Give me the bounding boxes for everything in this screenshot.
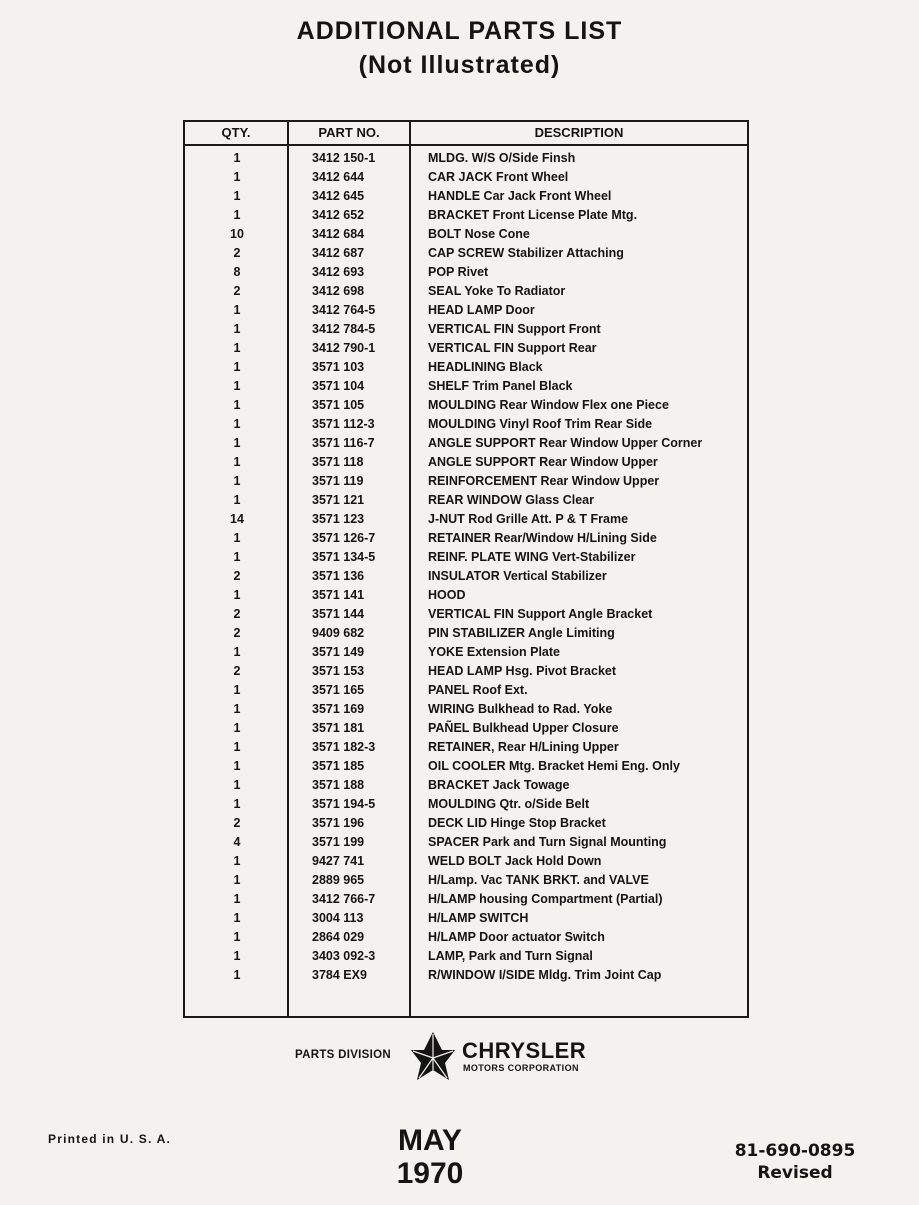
part-number-cell: 3412 764-5 (312, 303, 376, 317)
document-code (700, 1140, 890, 1184)
table-row (185, 453, 747, 472)
qty-cell: 1 (233, 911, 241, 925)
table-row (185, 567, 747, 586)
part-number-cell: 3571 165 (312, 683, 365, 697)
part-number-cell: 3571 196 (312, 816, 365, 830)
table-row (185, 244, 747, 263)
description-cell: J-NUT Rod Grille Att. P & T Frame (428, 512, 629, 526)
part-number-cell: 3571 118 (312, 455, 364, 469)
qty-cell: 2 (233, 284, 241, 298)
table-row (185, 434, 747, 453)
description-cell: HOOD (428, 588, 466, 602)
table-row (185, 852, 747, 871)
qty-cell: 1 (233, 360, 241, 374)
qty-cell: 10 (230, 227, 244, 241)
part-number-cell: 3412 652 (312, 208, 365, 222)
part-number-cell: 3412 684 (312, 227, 365, 241)
description-cell: WIRING Bulkhead to Rad. Yoke (428, 702, 613, 716)
description-cell: DECK LID Hinge Stop Bracket (428, 816, 606, 830)
part-number-cell: 3571 136 (312, 569, 365, 583)
part-number-cell: 3571 121 (312, 493, 365, 507)
description-cell: H/Lamp. Vac TANK BRKT. and VALVE (428, 873, 649, 887)
table-row (185, 396, 747, 415)
qty-cell: 4 (233, 835, 241, 849)
qty-cell: 2 (233, 569, 241, 583)
description-cell: OIL COOLER Mtg. Bracket Hemi Eng. Only (428, 759, 680, 773)
part-number-cell: 3571 182-3 (312, 740, 376, 754)
table-row (185, 909, 747, 928)
part-number-cell: 3004 113 (312, 911, 364, 925)
brand-subtitle: MOTORS CORPORATION (463, 1063, 579, 1073)
qty-cell: 2 (233, 246, 241, 260)
table-row (185, 738, 747, 757)
qty-cell: 2 (233, 626, 241, 640)
page-title (0, 14, 919, 82)
table-row (185, 415, 747, 434)
table-body (185, 149, 747, 985)
table-row (185, 263, 747, 282)
part-number-cell: 3571 103 (312, 360, 365, 374)
qty-cell: 1 (233, 436, 241, 450)
table-row (185, 947, 747, 966)
part-number-cell: 3571 181 (312, 721, 365, 735)
description-cell: R/WINDOW I/SIDE Mldg. Trim Joint Cap (428, 968, 662, 982)
part-number-cell: 3571 141 (312, 588, 365, 602)
description-cell: CAR JACK Front Wheel (428, 170, 569, 184)
description-cell: BRACKET Jack Towage (428, 778, 570, 792)
table-row (185, 168, 747, 187)
printed-in-label: Printed in U. S. A. (48, 1132, 172, 1146)
description-cell: SEAL Yoke To Radiator (428, 284, 566, 298)
table-row (185, 605, 747, 624)
description-cell: SHELF Trim Panel Black (428, 379, 573, 393)
description-cell: MLDG. W/S O/Side Finsh (428, 151, 576, 165)
description-cell: WELD BOLT Jack Hold Down (428, 854, 602, 868)
header-description: DESCRIPTION (534, 125, 624, 140)
part-number-cell: 9427 741 (312, 854, 365, 868)
description-cell: H/LAMP Door actuator Switch (428, 930, 605, 944)
table-row (185, 757, 747, 776)
description-cell: HEADLINING Black (428, 360, 543, 374)
table-row (185, 776, 747, 795)
part-number-cell: 3412 693 (312, 265, 365, 279)
part-number-cell: 3571 112-3 (312, 417, 375, 431)
part-number-cell: 3571 144 (312, 607, 365, 621)
table-row (185, 377, 747, 396)
qty-cell: 1 (233, 455, 241, 469)
part-number-cell: 3412 698 (312, 284, 365, 298)
table-row (185, 966, 747, 985)
part-number-cell: 3571 134-5 (312, 550, 376, 564)
qty-cell: 1 (233, 930, 241, 944)
description-cell: MOULDING Qtr. o/Side Belt (428, 797, 590, 811)
part-number-cell: 3784 EX9 (312, 968, 367, 982)
qty-cell: 1 (233, 151, 241, 165)
qty-cell: 1 (233, 379, 241, 393)
description-cell: RETAINER, Rear H/Lining Upper (428, 740, 619, 754)
description-cell: REAR WINDOW Glass Clear (428, 493, 595, 507)
table-row (185, 871, 747, 890)
table-row (185, 643, 747, 662)
description-cell: PANEL Roof Ext. (428, 683, 528, 697)
qty-cell: 1 (233, 531, 241, 545)
table-row (185, 491, 747, 510)
parts-table (183, 120, 749, 1018)
chrysler-logo-block (295, 1030, 615, 1082)
part-number-cell: 3571 188 (312, 778, 365, 792)
part-number-cell: 3412 644 (312, 170, 365, 184)
qty-cell: 1 (233, 170, 241, 184)
qty-cell: 2 (233, 816, 241, 830)
description-cell: YOKE Extension Plate (428, 645, 560, 659)
table-row (185, 282, 747, 301)
qty-cell: 1 (233, 303, 241, 317)
part-number-cell: 3571 194-5 (312, 797, 376, 811)
description-cell: VERTICAL FIN Support Rear (428, 341, 597, 355)
table-row (185, 301, 747, 320)
description-cell: MOULDING Rear Window Flex one Piece (428, 398, 669, 412)
description-cell: REINFORCEMENT Rear Window Upper (428, 474, 660, 488)
date-month: MAY (398, 1124, 462, 1157)
table-row (185, 700, 747, 719)
qty-cell: 1 (233, 854, 241, 868)
part-number-cell: 3571 169 (312, 702, 365, 716)
description-cell: BRACKET Front License Plate Mtg. (428, 208, 638, 222)
description-cell: VERTICAL FIN Support Front (428, 322, 601, 336)
qty-cell: 1 (233, 778, 241, 792)
table-row (185, 681, 747, 700)
part-number-cell: 3412 687 (312, 246, 365, 260)
qty-cell: 14 (230, 512, 244, 526)
qty-cell: 1 (233, 797, 241, 811)
description-cell: LAMP, Park and Turn Signal (428, 949, 593, 963)
description-cell: MOULDING Vinyl Roof Trim Rear Side (428, 417, 653, 431)
part-number-cell: 3412 766-7 (312, 892, 376, 906)
description-cell: BOLT Nose Cone (428, 227, 530, 241)
table-row (185, 472, 747, 491)
part-number-cell: 3412 150-1 (312, 151, 376, 165)
table-row (185, 928, 747, 947)
title-line-1: ADDITIONAL PARTS LIST (296, 17, 623, 45)
document-number: 81-690-0895 (734, 1141, 856, 1161)
pentastar-icon (409, 1030, 457, 1082)
description-cell: SPACER Park and Turn Signal Mounting (428, 835, 667, 849)
part-number-cell: 3571 116-7 (312, 436, 375, 450)
table-row (185, 510, 747, 529)
description-cell: PAÑEL Bulkhead Upper Closure (428, 721, 619, 735)
part-number-cell: 2864 029 (312, 930, 365, 944)
description-cell: HEAD LAMP Door (428, 303, 535, 317)
part-number-cell: 3412 790-1 (312, 341, 376, 355)
qty-cell: 1 (233, 892, 241, 906)
table-row (185, 890, 747, 909)
description-cell: H/LAMP housing Compartment (Partial) (428, 892, 663, 906)
part-number-cell: 3571 119 (312, 474, 364, 488)
header-part-no: PART NO. (318, 125, 380, 140)
part-number-cell: 3571 153 (312, 664, 365, 678)
qty-cell: 1 (233, 949, 241, 963)
table-row (185, 529, 747, 548)
table-row (185, 225, 747, 244)
qty-cell: 1 (233, 493, 241, 507)
header-qty: QTY. (221, 125, 251, 140)
qty-cell: 1 (233, 873, 241, 887)
description-cell: INSULATOR Vertical Stabilizer (428, 569, 607, 583)
qty-cell: 1 (233, 759, 241, 773)
qty-cell: 1 (233, 702, 241, 716)
part-number-cell: 3571 185 (312, 759, 365, 773)
brand-name: CHRYSLER (462, 1038, 587, 1063)
table-row (185, 833, 747, 852)
description-cell: POP Rivet (428, 265, 489, 279)
description-cell: PIN STABILIZER Angle Limiting (428, 626, 615, 640)
table-row (185, 187, 747, 206)
title-line-2: (Not Illustrated) (358, 51, 561, 79)
revised-label: Revised (757, 1163, 833, 1183)
qty-cell: 1 (233, 968, 241, 982)
description-cell: REINF. PLATE WING Vert-Stabilizer (428, 550, 636, 564)
table-row (185, 624, 747, 643)
table-row (185, 586, 747, 605)
qty-cell: 1 (233, 474, 241, 488)
description-cell: H/LAMP SWITCH (428, 911, 529, 925)
part-number-cell: 3571 149 (312, 645, 365, 659)
table-row (185, 719, 747, 738)
description-cell: ANGLE SUPPORT Rear Window Upper Corner (428, 436, 703, 450)
qty-cell: 1 (233, 683, 241, 697)
table-row (185, 795, 747, 814)
part-number-cell: 9409 682 (312, 626, 365, 640)
table-row (185, 814, 747, 833)
part-number-cell: 3571 105 (312, 398, 365, 412)
description-cell: ANGLE SUPPORT Rear Window Upper (428, 455, 658, 469)
part-number-cell: 3571 123 (312, 512, 365, 526)
table-row (185, 206, 747, 225)
part-number-cell: 3571 104 (312, 379, 365, 393)
qty-cell: 1 (233, 189, 241, 203)
publication-date (350, 1124, 510, 1190)
qty-cell: 2 (233, 664, 241, 678)
table-row (185, 548, 747, 567)
description-cell: CAP SCREW Stabilizer Attaching (428, 246, 624, 260)
qty-cell: 1 (233, 417, 241, 431)
qty-cell: 1 (233, 645, 241, 659)
description-cell: VERTICAL FIN Support Angle Bracket (428, 607, 653, 621)
qty-cell: 8 (233, 265, 241, 279)
qty-cell: 1 (233, 740, 241, 754)
description-cell: HEAD LAMP Hsg. Pivot Bracket (428, 664, 617, 678)
table-row (185, 662, 747, 681)
part-number-cell: 3571 199 (312, 835, 365, 849)
part-number-cell: 3412 784-5 (312, 322, 376, 336)
qty-cell: 1 (233, 341, 241, 355)
header-divider (185, 144, 747, 146)
part-number-cell: 3412 645 (312, 189, 365, 203)
qty-cell: 1 (233, 588, 241, 602)
description-cell: HANDLE Car Jack Front Wheel (428, 189, 612, 203)
part-number-cell: 3403 092-3 (312, 949, 376, 963)
qty-cell: 1 (233, 322, 241, 336)
table-row (185, 149, 747, 168)
part-number-cell: 2889 965 (312, 873, 365, 887)
qty-cell: 1 (233, 550, 241, 564)
part-number-cell: 3571 126-7 (312, 531, 376, 545)
table-row (185, 339, 747, 358)
qty-cell: 1 (233, 208, 241, 222)
table-row (185, 358, 747, 377)
description-cell: RETAINER Rear/Window H/Lining Side (428, 531, 657, 545)
qty-cell: 1 (233, 398, 241, 412)
parts-division-label: PARTS DIVISION (295, 1049, 391, 1061)
qty-cell: 1 (233, 721, 241, 735)
table-row (185, 320, 747, 339)
date-year: 1970 (396, 1157, 464, 1190)
qty-cell: 2 (233, 607, 241, 621)
